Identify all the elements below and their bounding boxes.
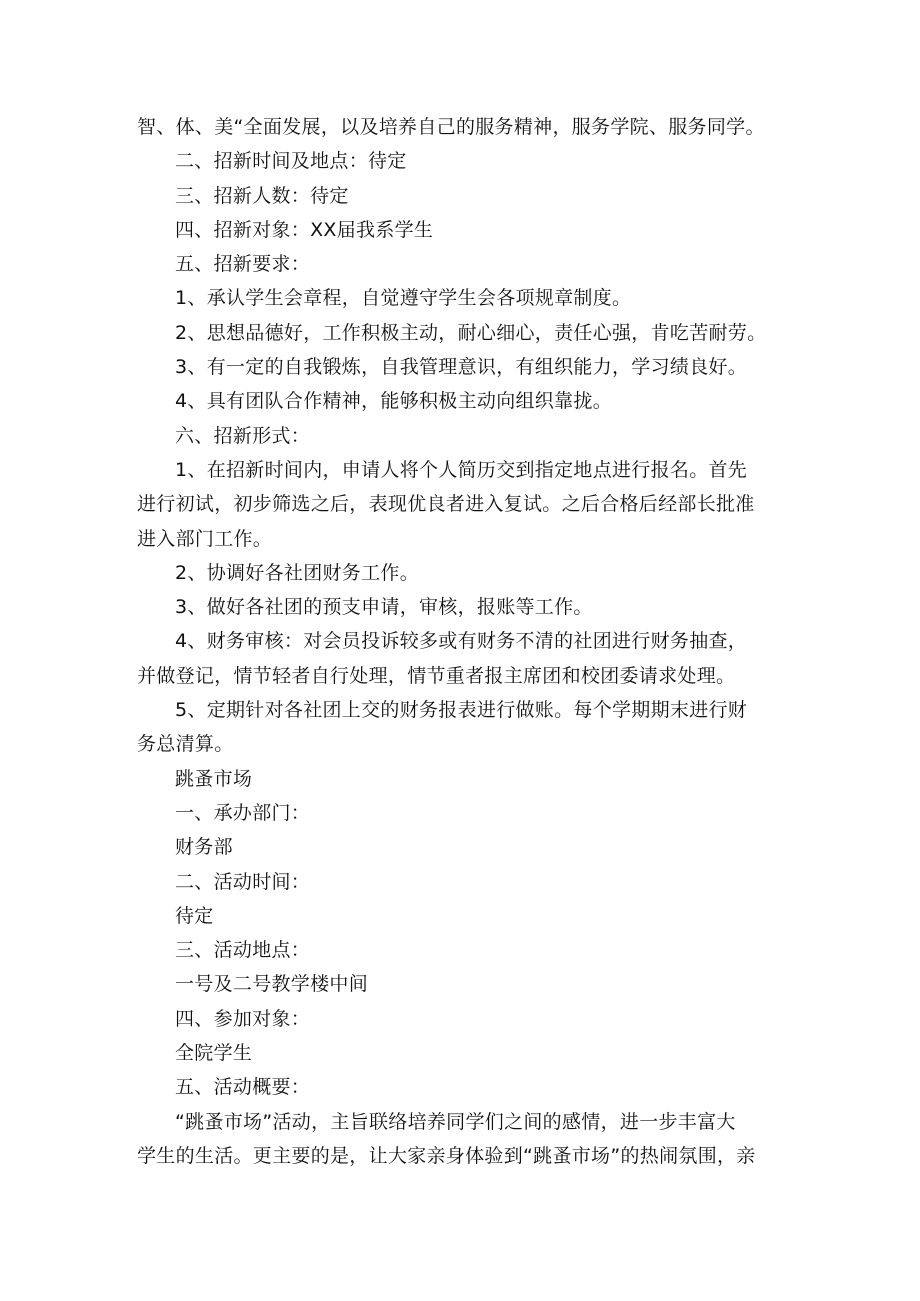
text-line: 全院学生 (175, 1042, 253, 1065)
text-line: 二、活动时间： (175, 870, 311, 893)
text-line: 四、招新对象：XX届我系学生 (175, 218, 434, 241)
text-line: 智、体、美“全面发展，以及培养自己的服务精神，服务学院、服务同学。 (137, 116, 765, 138)
text-line: 进入部门工作。 (137, 527, 273, 550)
text-line: 三、招新人数：待定 (175, 184, 349, 207)
text-line: 二、招新时间及地点：待定 (175, 150, 407, 173)
text-line: 六、招新形式： (175, 424, 311, 447)
text-line: 2、思想品德好，工作积极主动，耐心细心，责任心强，肯吃苦耐劳。 (175, 321, 767, 344)
text-line: 财务部 (175, 836, 233, 859)
text-line: 3、做好各社团的预支申请，审核，报账等工作。 (175, 596, 593, 619)
text-line: 四、参加对象： (175, 1007, 311, 1030)
text-line: 1、在招新时间内，申请人将个人简历交到指定地点进行报名。首先 (175, 458, 748, 481)
text-line: 五、招新要求： (175, 253, 311, 276)
text-line: 2、协调好各社团财务工作。 (175, 561, 419, 584)
text-line: 待定 (175, 904, 214, 927)
document-body (137, 110, 797, 1173)
text-line: 4、财务审核：对会员投诉较多或有财务不清的社团进行财务抽查， (175, 630, 748, 653)
text-line: 并做登记，情节轻者自行处理，情节重者报主席团和校团委请求处理。 (137, 664, 736, 687)
text-line: “跳蚤市场”活动，主旨联络培养同学们之间的感情，进一步丰富大 (175, 1110, 736, 1133)
text-line: 三、活动地点： (175, 939, 311, 962)
text-line: 进行初试，初步筛选之后，表现优良者进入复试。之后合格后经部长批准 (137, 493, 755, 516)
text-line: 五、活动概要： (175, 1076, 311, 1099)
text-line: 一号及二号教学楼中间 (175, 973, 369, 996)
text-line: 3、有一定的自我锻炼，自我管理意识，有组织能力，学习绩良好。 (175, 356, 748, 379)
text-line: 1、承认学生会章程，自觉遵守学生会各项规章制度。 (175, 287, 632, 310)
text-line: 学生的生活。更主要的是，让大家亲身体验到“跳蚤市场”的热闹氛围，亲 (137, 1144, 756, 1167)
text-line: 4、具有团队合作精神，能够积极主动向组织靠拢。 (175, 390, 612, 413)
text-line: 一、承办部门： (175, 801, 311, 824)
text-line: 跳蚤市场 (175, 767, 253, 790)
text-line: 务总清算。 (137, 733, 234, 756)
text-line: 5、定期针对各社团上交的财务报表进行做账。每个学期期末进行财 (175, 699, 748, 722)
